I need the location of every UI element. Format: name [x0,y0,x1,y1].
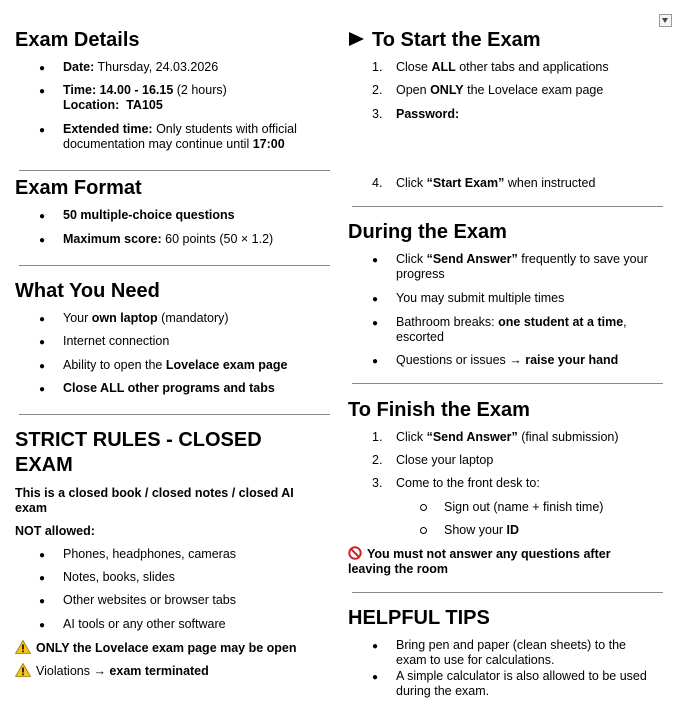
need-item: Close ALL other programs and tabs [63,381,275,395]
chevron-down-icon [662,18,668,23]
not-allowed-item: AI tools or any other software [63,617,226,631]
finish-substep: Show your ID [444,523,520,537]
divider [352,206,663,207]
finish-step: Come to the front desk to: [396,476,540,490]
tip-item: Bring pen and paper (clean sheets) to the [396,638,627,652]
during-item: Bathroom breaks: one student at a time, [396,315,627,329]
dropdown-toggle[interactable] [659,14,672,27]
divider [19,170,330,171]
no-answer-warning: You must not answer any questions after [348,546,611,562]
start-exam-heading: To Start the Exam [348,28,541,52]
start-step: Open ONLY the Lovelace exam page [396,83,604,97]
divider [352,592,663,593]
start-step: Close ALL other tabs and applications [396,60,609,74]
strict-rules-heading-line2: EXAM [15,454,73,476]
need-item: Your own laptop (mandatory) [63,311,229,325]
not-allowed-label: NOT allowed: [15,524,95,538]
finish-step: Click “Send Answer” (final submission) [396,430,619,444]
finish-substep: Sign out (name + finish time) [444,500,604,514]
format-item-questions: 50 multiple-choice questions [63,208,235,222]
helpful-tips-heading: HELPFUL TIPS [348,607,490,629]
divider [19,414,330,415]
divider [352,383,663,384]
exam-format-heading: Exam Format [15,177,142,199]
warning-icon [15,640,31,654]
need-item: Ability to open the Lovelace exam page [63,358,288,372]
finish-exam-heading: To Finish the Exam [348,399,530,421]
warning-icon [15,663,31,677]
tip-item: A simple calculator is also allowed to be used [396,669,647,683]
need-item: Internet connection [63,334,170,348]
play-icon [348,31,365,47]
exam-details-heading: Exam Details [15,29,140,51]
not-allowed-item: Other websites or browser tabs [63,593,236,607]
format-item-score: Maximum score: 60 points (50 × 1.2) [63,232,274,246]
date-item: Date: Thursday, 24.03.2026 [63,60,219,74]
during-item: You may submit multiple times [396,291,565,305]
divider [19,265,330,266]
what-you-need-heading: What You Need [15,280,160,302]
start-step: Click “Start Exam” when instructed [396,176,596,190]
warning-exam-page: ONLY the Lovelace exam page may be open [15,640,297,656]
finish-step: Close your laptop [396,453,494,467]
extended-time-item: Extended time: Only students with official [63,122,297,136]
closed-book-note: This is a closed book / closed notes / closed AI [15,486,294,500]
warning-violations: Violations → exam terminated [15,663,209,679]
not-allowed-item: Phones, headphones, cameras [63,547,237,561]
during-item: Click “Send Answer” frequently to save your [396,252,648,266]
not-allowed-item: Notes, books, slides [63,570,175,584]
during-exam-heading: During the Exam [348,221,507,243]
prohibited-icon [348,546,362,560]
password-label: Password: [396,107,460,121]
strict-rules-heading-line1: STRICT RULES - CLOSED [15,429,262,451]
location-item: Location: TA105 [63,98,163,112]
during-item: Questions or issues → raise your hand [396,353,619,367]
time-item: Time: 14.00 - 16.15 (2 hours) [63,83,227,97]
